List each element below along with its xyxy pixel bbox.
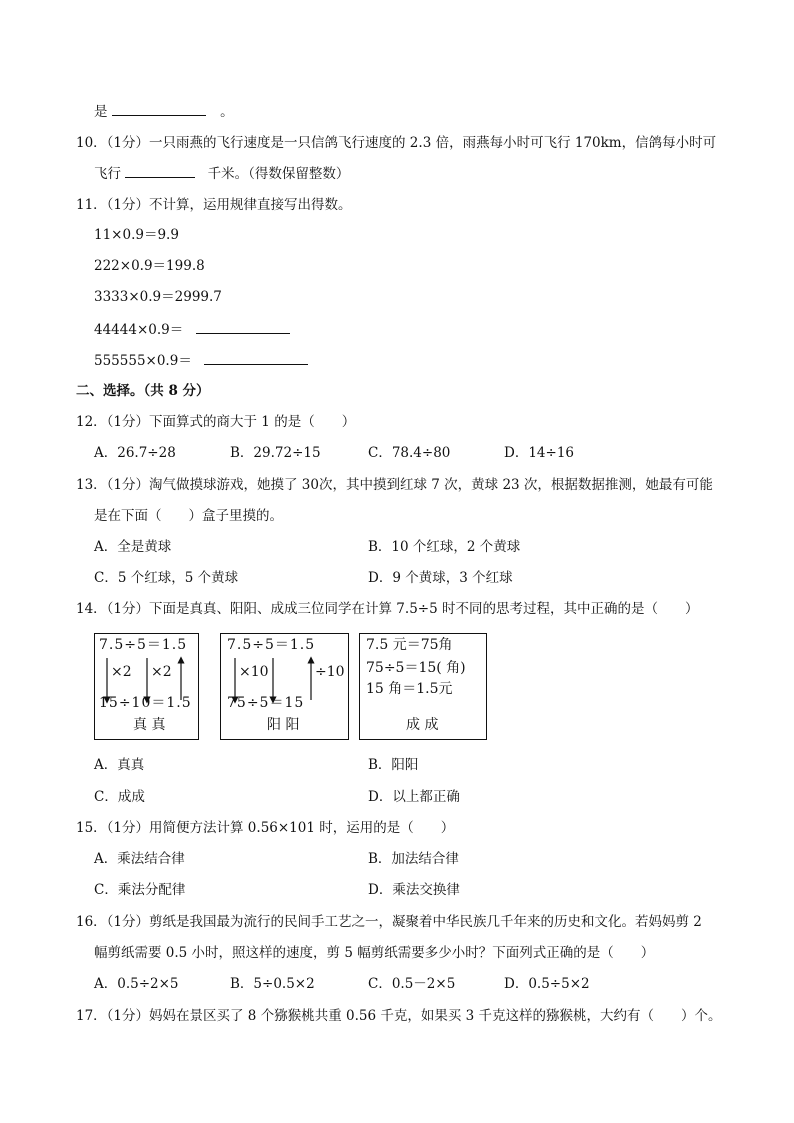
q10-prefix: 飞行 — [94, 166, 121, 182]
q15-option-b[interactable]: B．加法结合律 — [368, 851, 459, 867]
q11-pattern-3: 3333×0.9＝2999.7 — [94, 289, 222, 305]
q10-answer-line — [94, 164, 349, 183]
q14-option-d[interactable]: D．以上都正确 — [368, 789, 460, 805]
q11-pattern-4 — [94, 320, 290, 339]
q15-option-d[interactable]: D．乘法交换律 — [368, 882, 460, 898]
zhenzhen-bottom-equation: 15÷10＝1.5 — [99, 695, 192, 711]
q11-pattern-2: 222×0.9＝199.8 — [94, 258, 205, 274]
q16-option-c[interactable]: C．0.5－2×5 — [368, 976, 456, 992]
q13-option-d[interactable]: D．9 个黄球，3 个红球 — [368, 570, 513, 586]
q11-answer-blank-1[interactable] — [196, 320, 290, 334]
q16-option-d[interactable]: D．0.5÷5×2 — [504, 976, 590, 992]
q13-text: 13．（1分）淘气做摸球游戏，她摸了 30次，其中摸到红球 7 次，黄球 23 次，根据数据推测，她最有可能 — [76, 477, 713, 493]
q12-option-c[interactable]: C．78.4÷80 — [368, 445, 451, 461]
chengcheng-name: 成 成 — [406, 717, 439, 733]
q13-option-c[interactable]: C．5 个红球，5 个黄球 — [94, 570, 239, 586]
chengcheng-method-box — [359, 633, 487, 740]
yangyang-bottom-equation: 75÷5＝15 — [227, 695, 305, 711]
q11-pattern-5 — [94, 351, 308, 370]
q14-option-c[interactable]: C．成成 — [94, 789, 145, 805]
q9-answer-line — [94, 102, 234, 121]
q16-option-a[interactable]: A．0.5÷2×5 — [94, 976, 179, 992]
zhenzhen-multiply-2-left: ×2 — [111, 664, 132, 680]
zhenzhen-name: 真 真 — [133, 717, 166, 733]
q16-option-b[interactable]: B．5÷0.5×2 — [230, 976, 315, 992]
yangyang-method-box — [220, 633, 349, 740]
q10-text: 10．（1分）一只雨燕的飞行速度是一只信鸽飞行速度的 2.3 倍，雨燕每小时可飞行 170km，信鸽每小时可 — [76, 135, 717, 151]
q16-text: 16．（1分）剪纸是我国最为流行的民间手工艺之一，凝聚着中华民族几千年来的历史和文化。若妈妈剪 2 — [76, 914, 702, 930]
q11-pattern-1: 11×0.9＝9.9 — [94, 227, 179, 243]
q9-answer-blank[interactable] — [112, 102, 206, 116]
q11-pattern-4-text: 44444×0.9＝ — [94, 322, 184, 338]
q15-text: 15．（1分）用简便方法计算 0.56×101 时，运用的是（ ） — [76, 820, 455, 836]
q13-text-cont: 是在下面（ ）盒子里摸的。 — [94, 508, 283, 524]
zhenzhen-multiply-2-right: ×2 — [151, 664, 172, 680]
q10-answer-blank[interactable] — [125, 164, 195, 178]
q14-option-a[interactable]: A．真真 — [94, 757, 145, 773]
q17-text: 17．（1分）妈妈在景区买了 8 个猕猴桃共重 0.56 千克，如果买 3 千克这样的猕猴桃，大约有（ ）个。 — [76, 1008, 722, 1024]
q14-text: 14．（1分）下面是真真、阳阳、成成三位同学在计算 7.5÷5 时不同的思考过程，其中正确的是（ ） — [76, 601, 699, 617]
yangyang-multiply-10: ×10 — [239, 664, 269, 680]
q15-option-a[interactable]: A．乘法结合律 — [94, 851, 185, 867]
chengcheng-row-1: 7.5 元＝75角 — [366, 637, 453, 653]
zhenzhen-top-equation: 7.5÷5＝1.5 — [99, 637, 188, 653]
q9-suffix: 。 — [220, 104, 234, 120]
q12-option-d[interactable]: D．14÷16 — [504, 445, 574, 461]
q12-option-b[interactable]: B．29.72÷15 — [230, 445, 321, 461]
q14-option-b[interactable]: B．阳阳 — [368, 757, 419, 773]
q9-prefix: 是 — [94, 104, 108, 120]
yangyang-divide-10: ÷10 — [315, 664, 345, 680]
chengcheng-row-2: 75÷5＝15( 角) — [366, 660, 466, 676]
chengcheng-row-3: 15 角＝1.5元 — [366, 681, 453, 697]
q12-text: 12．（1分）下面算式的商大于 1 的是（ ） — [76, 414, 356, 430]
zhenzhen-method-box — [94, 633, 199, 740]
yangyang-top-equation: 7.5÷5＝1.5 — [227, 637, 316, 653]
q13-option-a[interactable]: A．全是黄球 — [94, 539, 172, 555]
q16-text-cont: 幅剪纸需要 0.5 小时，照这样的速度，剪 5 幅剪纸需要多少小时？下面列式正确的是（ ） — [94, 945, 655, 961]
q12-option-a[interactable]: A．26.7÷28 — [94, 445, 176, 461]
yangyang-name: 阳 阳 — [267, 717, 300, 733]
q11-text: 11．（1分）不计算，运用规律直接写出得数。 — [76, 197, 352, 213]
section-2-heading: 二、选择。（共 8 分） — [76, 383, 210, 399]
q10-suffix: 千米。（得数保留整数） — [207, 166, 350, 182]
q11-pattern-5-text: 555555×0.9＝ — [94, 353, 192, 369]
q13-option-b[interactable]: B．10 个红球，2 个黄球 — [368, 539, 521, 555]
q15-option-c[interactable]: C．乘法分配律 — [94, 882, 186, 898]
q11-answer-blank-2[interactable] — [204, 351, 308, 365]
